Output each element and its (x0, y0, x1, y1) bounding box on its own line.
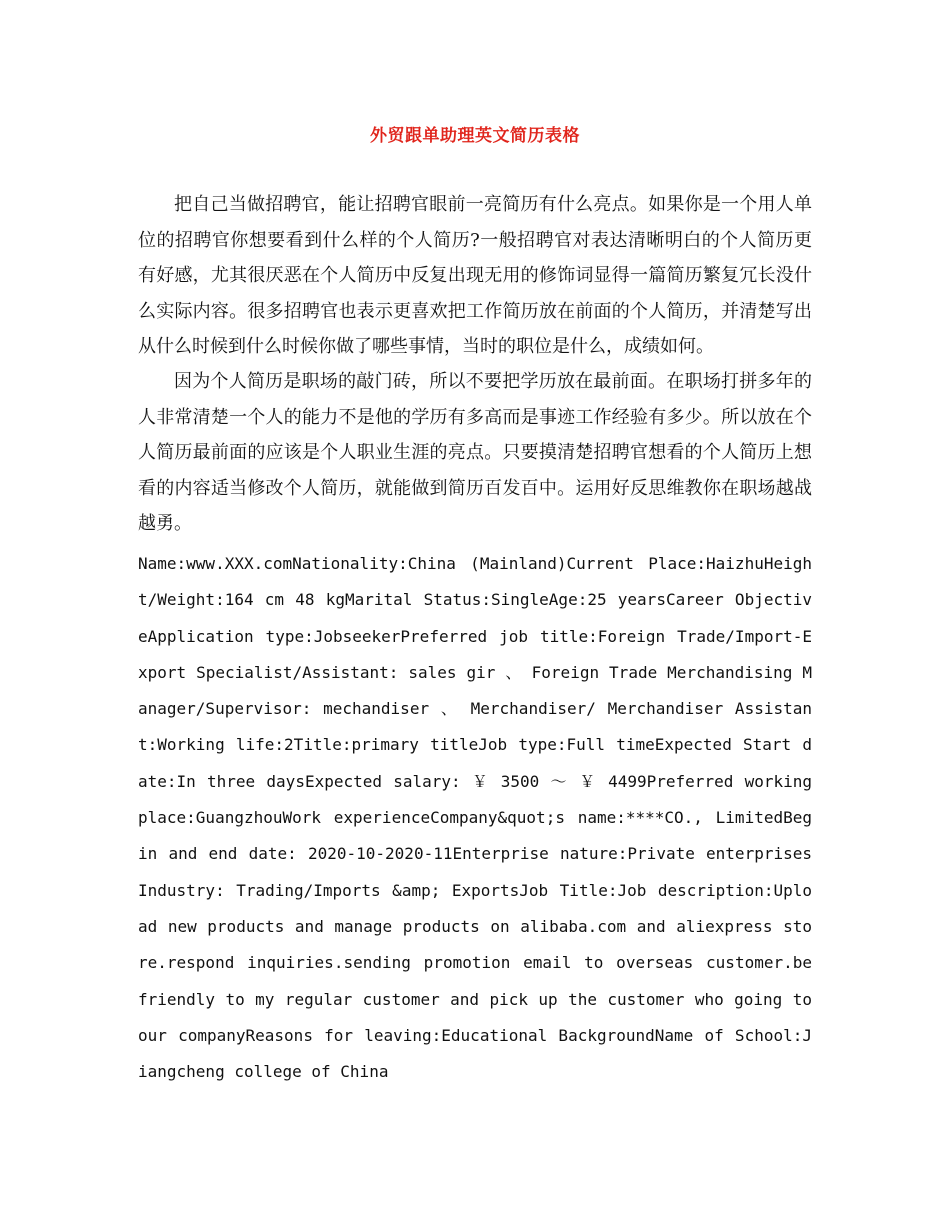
intro-paragraph-2: 因为个人简历是职场的敲门砖，所以不要把学历放在最前面。在职场打拼多年的人非常清楚一个人的能力不是他的学历有多高而是事迹工作经验有多少。所以放在个人简历最前面的应该是个人职业生涯的亮点。只要摸清楚招聘官想看的个人简历上想看的内容适当修改个人简历，就能做到简历百发百中。运用好反思维教你在职场越战越勇。 (138, 371, 812, 534)
document-title: 外贸跟单助理英文简历表格 (370, 126, 580, 146)
intro-paragraph-1: 把自己当做招聘官，能让招聘官眼前一亮简历有什么亮点。如果你是一个用人单位的招聘官你想要看到什么样的个人简历?一般招聘官对表达清晰明白的个人简历更有好感，尤其很厌恶在个人简历中反复出现无用的修饰词显得一篇简历繁复冗长没什么实际内容。很多招聘官也表示更喜欢把工作简历放在前面的个人简历，并清楚写出从什么时候到什么时候你做了哪些事情，当时的职位是什么，成绩如何。 (138, 194, 812, 357)
resume-text: Name:www.XXX.comNationality:China (Mainland)Current Place:HaizhuHeight/Weight:164 cm 48 kgMarital Status:SingleAge:25 yearsCareer ObjectiveApplication type:JobseekerPreferred job title:Foreign Trade/Import-Export Specialist/Assistant: sales gir 、 Foreign Trade Merchandising Manager/Supervisor: mechandiser 、 Merchandiser/ Merchandiser Assistant:Working life:2Title:primary titleJob type:Full timeExpected Start date:In three daysExpected salary: ￥ 3500 ～ ￥ 4499Preferred working place:GuangzhouWork experienceCompany&quot;s name:****CO., LimitedBegin and end date: 2020-10-2020-11Enterprise nature:Private enterprisesIndustry: Trading/Imports &amp; ExportsJob Title:Job description:Upload new products and manage products on alibaba.com and aliexpress store.respond inquiries.sending promotion email to overseas customer.be friendly to my regular customer and pick up the customer who going to our companyReasons for leaving:Educational BackgroundName of School:Jiangcheng college of China (138, 554, 812, 1082)
